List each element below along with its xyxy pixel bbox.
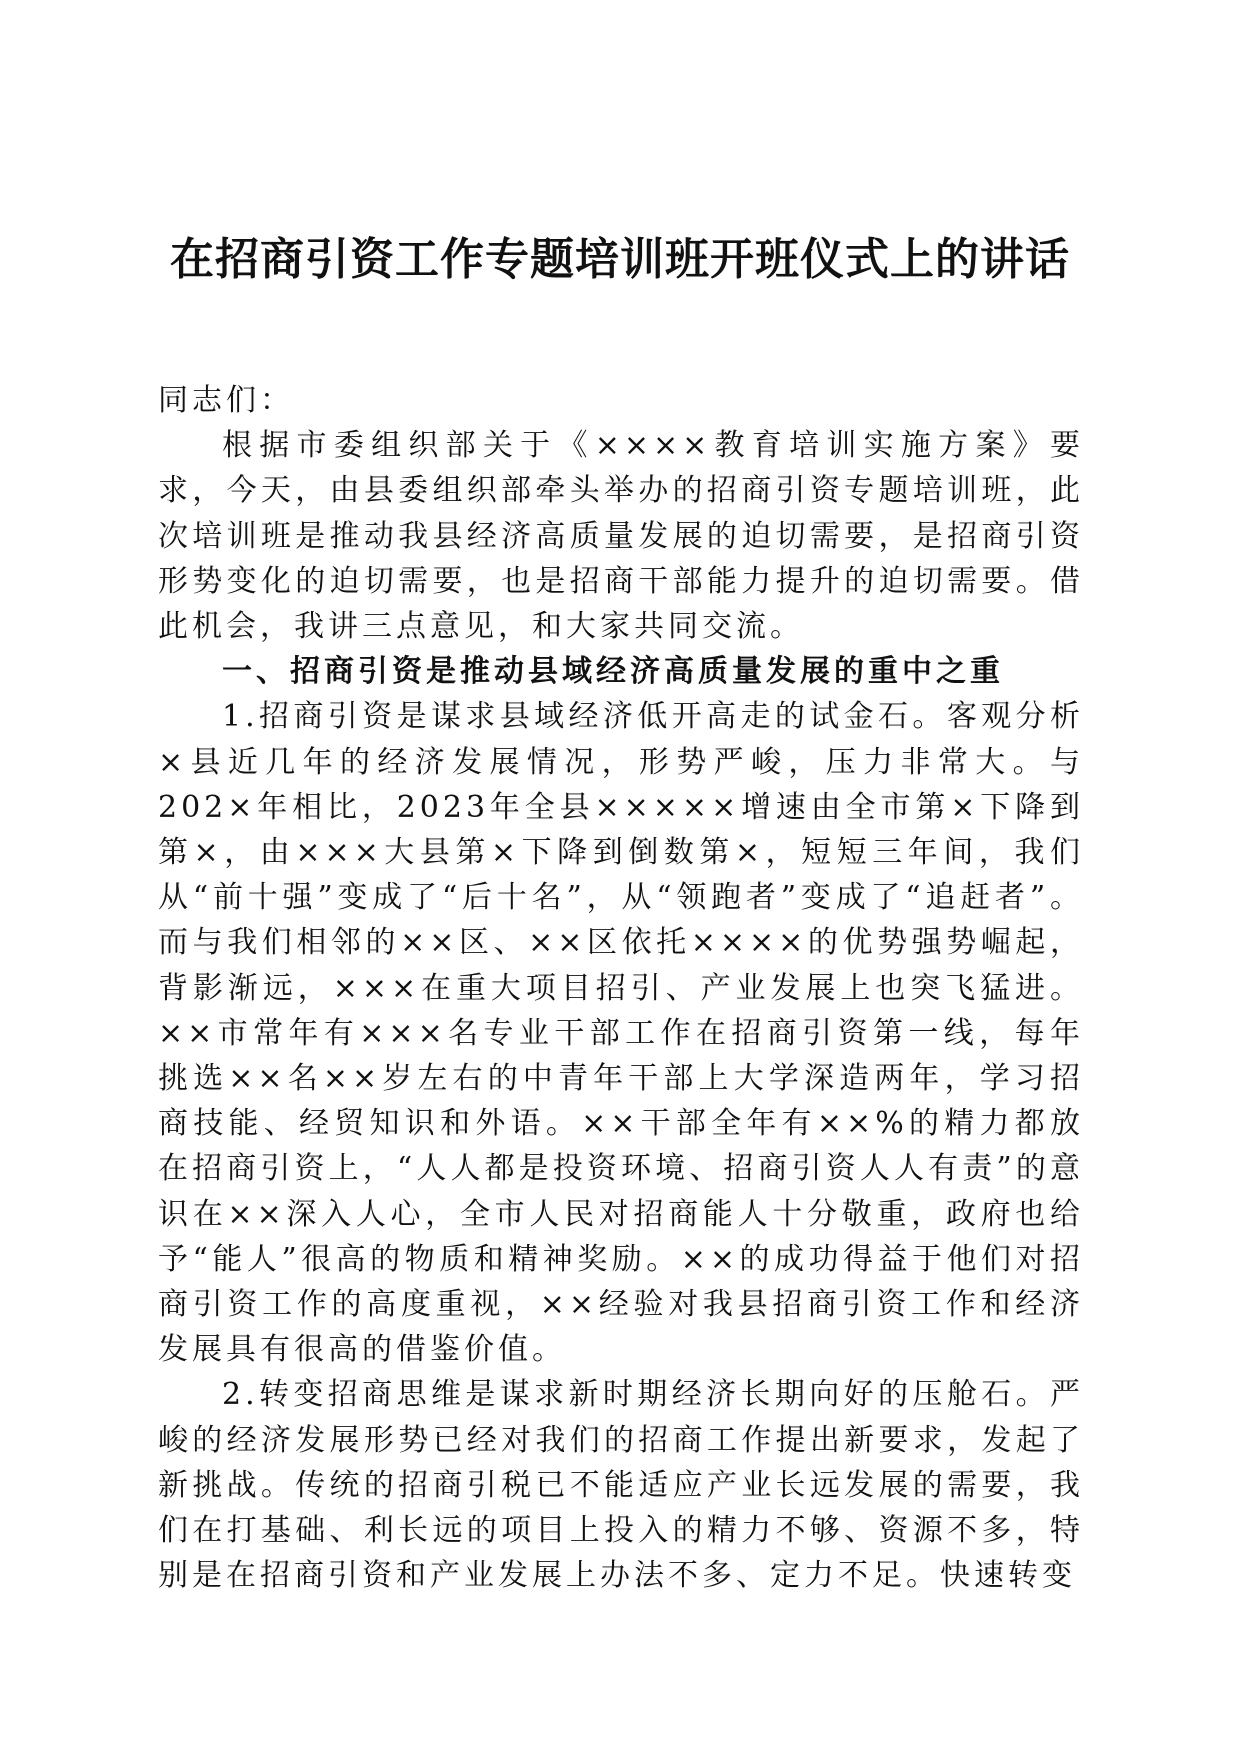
point-1-paragraph: 1.招商引资是谋求县域经济低开高走的试金石。客观分析×县近几年的经济发展情况，形势严峻，压力非常大。与202×年相比，2023年全县×××××增速由全市第×下降到第×，由×××大县第×下降到倒数第×，短短三年间，我们从“前十强”变成了“后十名”，从“领跑者”变成了“追赶者”。而与我们相邻的××区、××区依托××××的优势强势崛起，背影渐远，×××在重大项目招引、产业发展上也突飞猛进。××市常年有×××名专业干部工作在招商引资第一线，每年挑选××名××岁左右的中青年干部上大学深造两年，学习招商技能、经贸知识和外语。××干部全年有××%的精力都放在招商引资上，“人人都是投资环境、招商引资人人有责”的意识在××深入人心，全市人民对招商能人十分敬重，政府也给予“能人”很高的物质和精神奖励。××的成功得益于他们对招商引资工作的高度重视，××经验对我县招商引资工作和经济发展具有很高的借鉴价值。: [158, 699, 1084, 1368]
point-2-paragraph: 2.转变招商思维是谋求新时期经济长期向好的压舱石。严峻的经济发展形势已经对我们的招商工作提出新要求，发起了新挑战。传统的招商引税已不能适应产业长远发展的需要，我们在打基础、利长远的项目上投入的精力不够、资源不多，特别是在招商引资和产业发展上办法不多、定力不足。快速转变: [158, 1377, 1084, 1594]
document-title: 在招商引资工作专题培训班开班仪式上的讲话: [170, 234, 1070, 285]
section-heading: 一、招商引资是推动县域经济高质量发展的重中之重: [222, 654, 1004, 690]
document-body: [158, 378, 1084, 1598]
salutation: 同志们：: [158, 383, 294, 418]
intro-paragraph: 根据市委组织部关于《××××教育培训实施方案》要求，今天，由县委组织部牵头举办的招商引资专题培训班，此次培训班是推动我县经济高质量发展的迫切需要，是招商引资形势变化的迫切需要，也是招商干部能力提升的迫切需要。借此机会，我讲三点意见，和大家共同交流。: [158, 428, 1084, 645]
